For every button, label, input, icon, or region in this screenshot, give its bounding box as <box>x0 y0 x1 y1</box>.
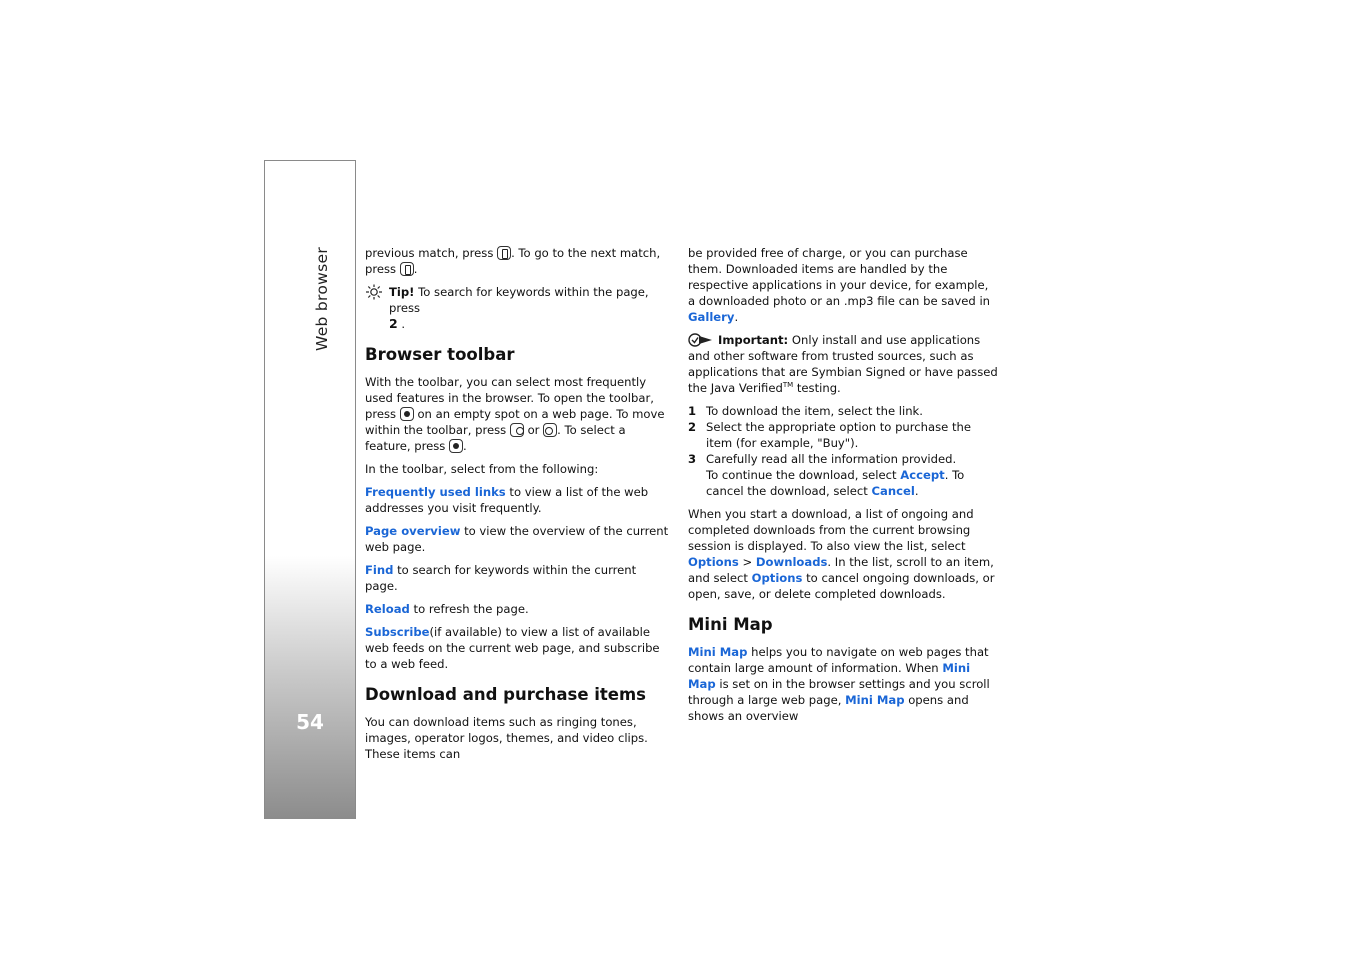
page-overview-link[interactable]: Page overview <box>365 524 461 538</box>
joystick-press-icon <box>400 407 414 421</box>
options-link[interactable]: Options <box>688 555 739 569</box>
mini-map-link-2[interactable]: Mini Map <box>688 661 971 691</box>
joystick-select-icon <box>449 439 463 453</box>
key-2-label: 2 <box>389 316 398 331</box>
scroll-up-key-icon <box>497 246 511 260</box>
download-heading: Download and purchase items <box>365 685 646 704</box>
scroll-down-key-icon <box>400 262 414 276</box>
toolbar-item-find: Find to search for keywords within the current page. <box>365 563 637 593</box>
mini-map-link-3[interactable]: Mini Map <box>845 693 905 707</box>
toolbar-item-frequently-used: Frequently used links to view a list of the web addresses you visit frequently. <box>365 485 649 515</box>
toolbar-item-reload: Reload to refresh the page. <box>365 602 529 616</box>
step-item: 2 Select the appropriate option to purchase the item (for example, "Buy"). <box>688 420 972 450</box>
toolbar-paragraph: With the toolbar, you can select most frequently used features in the browser. To open the toolbar, press on an empty spot on a web page. To move within the toolbar, press or . To select a feature, press . <box>365 375 665 453</box>
important-hand-icon <box>688 333 714 347</box>
tip-text: Tip! To search for keywords within the page, press 2 . <box>389 285 649 331</box>
cancel-link[interactable]: Cancel <box>871 484 915 498</box>
options-link-2[interactable]: Options <box>751 571 803 585</box>
downloads-list-paragraph: When you start a download, a list of ongoing and completed downloads from the current browsing session is displayed. To also view the list, select Options > Downloads. In the list, scroll to an item, and select Options to cancel ongoing downloads, or open, save, or delete completed downloads. <box>688 507 995 601</box>
download-continued-paragraph: be provided free of charge, or you can purchase them. Downloaded items are handled by the respective applications in your device, for example, a downloaded photo or an .mp3 file can be saved in Gallery. <box>688 246 991 324</box>
left-column <box>365 245 670 769</box>
toolbar-item-page-overview: Page overview to view the overview of the current web page. <box>365 524 669 554</box>
tip-block <box>365 284 670 332</box>
toolbar-select-intro: In the toolbar, select from the following: <box>365 462 599 476</box>
subscribe-link[interactable]: Subscribe <box>365 625 430 639</box>
step-item: 3 Carefully read all the information provided. To continue the download, select Accept. To cancel the download, select Cancel. <box>688 452 965 498</box>
section-title: Web browser <box>313 246 331 352</box>
frequently-used-links-link[interactable]: Frequently used links <box>365 485 506 499</box>
find-link[interactable]: Find <box>365 563 394 577</box>
joystick-right-icon <box>543 423 557 437</box>
download-paragraph: You can download items such as ringing tones, images, operator logos, themes, and video clips. These items can <box>365 715 648 761</box>
right-column <box>688 245 998 731</box>
accept-link[interactable]: Accept <box>900 468 945 482</box>
mini-map-paragraph: Mini Map helps you to navigate on web pages that contain large amount of information. When Mini Map is set on in the browser settings and you scroll through a large web page, Mini Map opens and shows an overview <box>688 645 990 723</box>
joystick-left-icon <box>510 423 524 437</box>
reload-link[interactable]: Reload <box>365 602 410 616</box>
step-item: 1 To download the item, select the link. <box>688 404 923 418</box>
important-notice: Important: Only install and use applications and other software from trusted sources, such as applications that are Symbian Signed or have passed the Java Verified™ testing. <box>688 333 998 395</box>
toolbar-item-subscribe: Subscribe(if available) to view a list of available web feeds on the current web page, and subscribe to a web feed. <box>365 625 660 671</box>
lightbulb-icon <box>365 284 385 303</box>
find-intro-paragraph: previous match, press . To go to the next match, press . <box>365 246 661 276</box>
mini-map-heading: Mini Map <box>688 615 773 634</box>
mini-map-link[interactable]: Mini Map <box>688 645 748 659</box>
page-number: 54 <box>296 710 324 734</box>
browser-toolbar-heading: Browser toolbar <box>365 345 515 364</box>
downloads-link[interactable]: Downloads <box>755 555 828 569</box>
gallery-link[interactable]: Gallery <box>688 310 735 324</box>
download-steps-list <box>688 403 998 499</box>
